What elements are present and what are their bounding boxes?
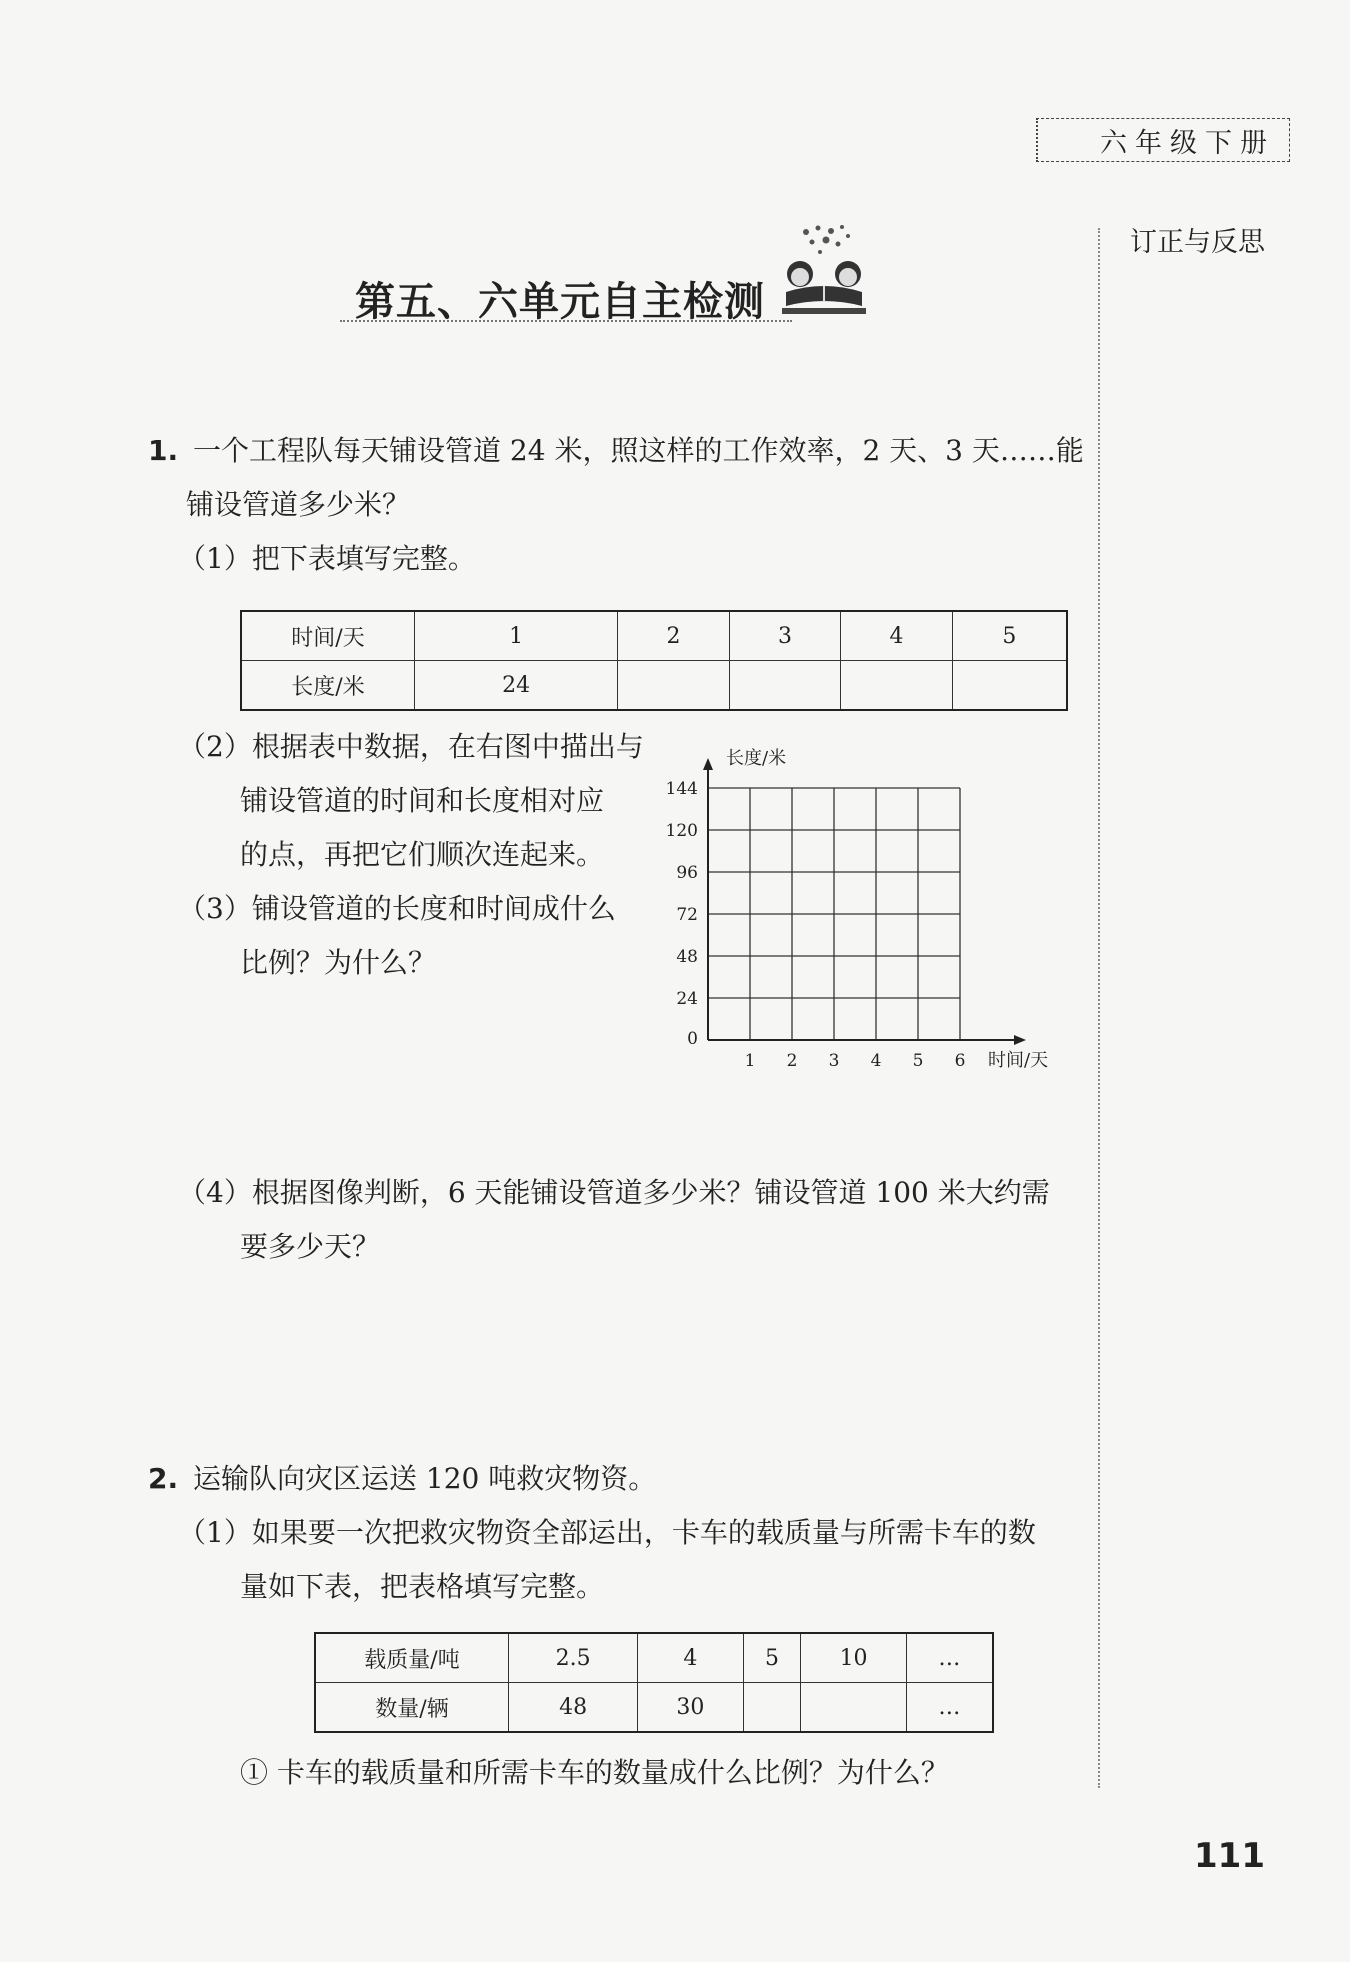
unit-title: 第五、六单元自主检测: [355, 279, 765, 325]
table-row: [315, 1633, 993, 1683]
title-underline: [340, 320, 792, 322]
question-2-text: 运输队向灾区运送 120 吨救灾物资。: [193, 1462, 657, 1495]
table-cell: 数量/辆: [315, 1683, 509, 1733]
question-1-part4-line1: （4）根据图像判断，6 天能铺设管道多少米？铺设管道 100 米大约需: [178, 1176, 1050, 1209]
table-row: [315, 1683, 993, 1733]
y-axis-label: 长度/米: [726, 748, 787, 769]
y-tick-label: 144: [665, 779, 698, 799]
question-2-part1-line1: （1）如果要一次把救灾物资全部运出，卡车的载质量与所需卡车的数: [178, 1516, 1036, 1549]
x-axis-label: 时间/天: [988, 1050, 1049, 1071]
table-cell: 3: [729, 611, 840, 661]
table-cell: 2.5: [509, 1633, 638, 1683]
table-cell: 载质量/吨: [315, 1633, 509, 1683]
question-1-part2-line1: （2）根据表中数据，在右图中描出与: [178, 730, 644, 763]
question-1-line1: [148, 424, 1084, 478]
table-cell: 24: [415, 661, 618, 711]
time-length-table: [240, 610, 1068, 711]
question-2-part1-line2: 量如下表，把表格填写完整。: [240, 1570, 605, 1603]
margin-divider: [1098, 228, 1100, 1788]
x-tick-label: 1: [744, 1051, 756, 1071]
x-tick-label: 5: [912, 1051, 924, 1071]
y-tick-label: 24: [676, 989, 698, 1009]
table-cell: 时间/天: [241, 611, 415, 661]
answer-cell[interactable]: [743, 1683, 801, 1733]
length-time-grid-chart: [660, 740, 1080, 1080]
question-2-line1: [148, 1452, 656, 1506]
table-cell: 5: [952, 611, 1067, 661]
truck-load-table: [314, 1632, 994, 1733]
y-tick-label: 120: [665, 821, 698, 841]
table-cell: 30: [638, 1683, 743, 1733]
answer-cell[interactable]: [841, 661, 952, 711]
x-axis-arrow: [1014, 1035, 1026, 1045]
x-tick-label: 6: [954, 1051, 966, 1071]
question-1-part1: （1）把下表填写完整。: [178, 542, 476, 575]
x-tick-label: 3: [828, 1051, 840, 1071]
answer-cell[interactable]: [729, 661, 840, 711]
question-2-sub1: ① 卡车的载质量和所需卡车的数量成什么比例？为什么？: [240, 1756, 949, 1789]
y-tick-label: 72: [676, 905, 698, 925]
table-cell: 5: [743, 1633, 801, 1683]
answer-cell[interactable]: [801, 1683, 906, 1733]
grade-label: 六年级下册: [1036, 118, 1290, 162]
answer-cell[interactable]: [952, 661, 1067, 711]
question-1-part3-line1: （3）铺设管道的长度和时间成什么: [178, 892, 616, 925]
table-cell: 长度/米: [241, 661, 415, 711]
reading-children-illustration: [776, 222, 872, 318]
x-tick-label: 4: [870, 1051, 882, 1071]
table-cell: …: [906, 1633, 993, 1683]
question-2-number: 2.: [148, 1462, 179, 1495]
question-1-part2-line3: 的点，再把它们顺次连起来。: [240, 838, 605, 871]
table-cell: 48: [509, 1683, 638, 1733]
answer-cell[interactable]: [618, 661, 729, 711]
question-1-part2-line2: 铺设管道的时间和长度相对应: [240, 784, 605, 817]
question-1-number: 1.: [148, 434, 179, 467]
y-tick-label: 48: [676, 947, 698, 967]
question-1-part3-line2: 比例？为什么？: [240, 946, 437, 979]
question-1-line2: 铺设管道多少米？: [186, 488, 411, 521]
y-tick-label: 0: [687, 1029, 698, 1049]
question-1-part4-line2: 要多少天？: [240, 1230, 381, 1263]
table-row: [241, 661, 1067, 711]
x-tick-label: 2: [786, 1051, 798, 1071]
table-cell: …: [906, 1683, 993, 1733]
table-cell: 4: [638, 1633, 743, 1683]
table-row: [241, 611, 1067, 661]
y-axis-arrow: [703, 758, 713, 770]
page-number: 111: [1194, 1836, 1265, 1876]
question-1-text: 一个工程队每天铺设管道 24 米，照这样的工作效率，2 天、3 天……能: [193, 434, 1084, 467]
y-tick-label: 96: [676, 863, 698, 883]
table-cell: 1: [415, 611, 618, 661]
table-cell: 2: [618, 611, 729, 661]
margin-title: 订正与反思: [1130, 227, 1265, 258]
table-cell: 10: [801, 1633, 906, 1683]
table-cell: 4: [841, 611, 952, 661]
